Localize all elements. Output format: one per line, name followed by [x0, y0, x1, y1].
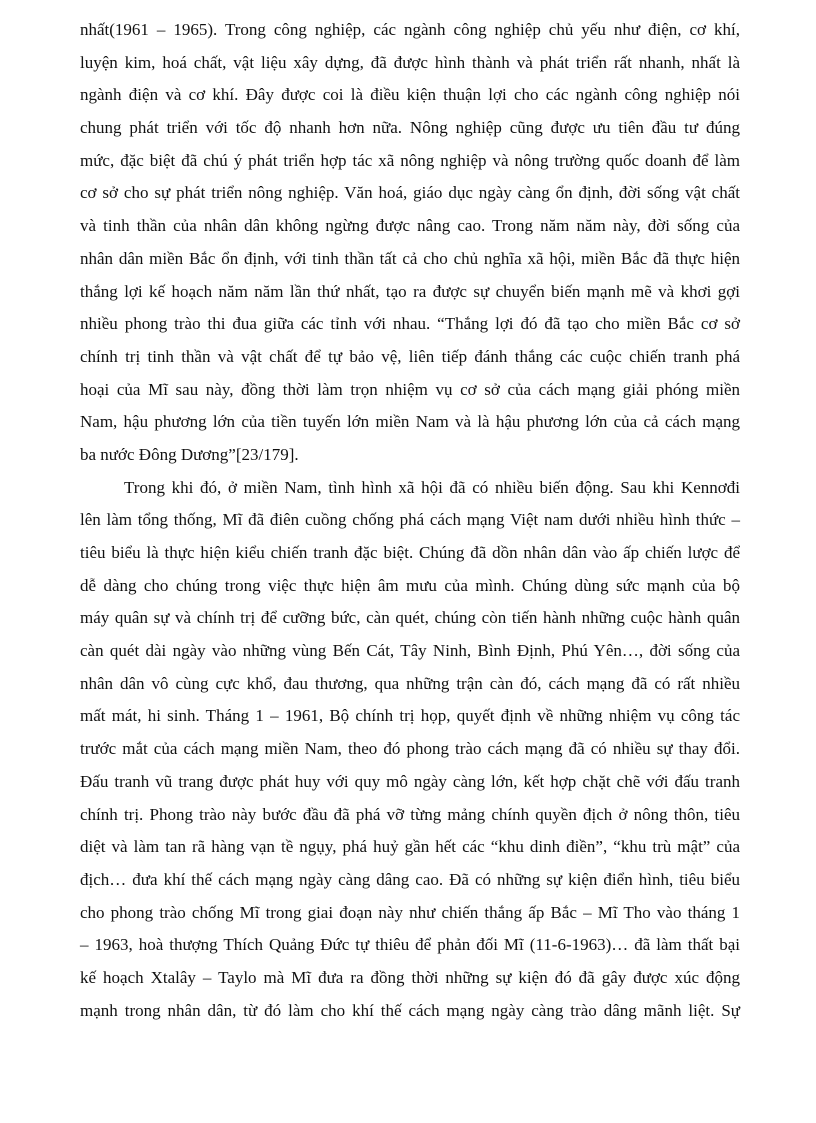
- text-line: ba nước Đông Dương”[23/179].: [80, 444, 299, 464]
- text-line: Đấu tranh vũ trang được phát huy với quy mô ngày càng lớn, kết hợp chặt chẽ với đấu tranh: [80, 771, 740, 791]
- text-line: nhân dân miền Bắc ổn định, với tinh thần tất cả cho chủ nghĩa xã hội, miền Bắc đã thực hiện: [80, 248, 740, 268]
- text-line: càn quét dài ngày vào những vùng Bến Cát, Tây Ninh, Bình Định, Phú Yên…, đời sống của: [80, 641, 740, 661]
- text-line: máy quân sự và chính trị để cưỡng bức, càn quét, chúng còn tiến hành những cuộc hành quân: [80, 608, 740, 628]
- text-line: địch… đưa khí thế cách mạng ngày càng dâng cao. Đã có những sự kiện điển hình, tiêu biểu: [80, 869, 740, 889]
- text-line: cơ sở cho sự phát triển nông nghiệp. Văn hoá, giáo dục ngày càng ổn định, đời sống vật chất: [80, 183, 740, 203]
- text-line: diệt và làm tan rã hàng vạn tề ngụy, phá huỷ gần hết các “khu dinh điền”, “khu trù mật” của: [80, 837, 740, 857]
- text-line: thắng lợi kế hoạch năm năm lần thứ nhất, tạo ra được sự chuyển biến mạnh mẽ và khơi gợi: [80, 281, 740, 301]
- text-line: ngành điện và cơ khí. Đây được coi là điều kiện thuận lợi cho các ngành công nghiệp nói: [80, 85, 740, 105]
- text-line: nhất(1961 – 1965). Trong công nghiệp, các ngành công nghiệp chủ yếu như điện, cơ khí,: [80, 20, 740, 39]
- paragraph: [80, 14, 740, 472]
- text-line: luyện kim, hoá chất, vật liệu xây dựng, đã được hình thành và phát triển rất nhanh, nhất là: [80, 52, 740, 72]
- document-body: [80, 14, 740, 1027]
- text-line: Trong khi đó, ở miền Nam, tình hình xã hội đã có nhiều biến động. Sau khi Kennơđi: [124, 477, 740, 497]
- text-line: hoại của Mĩ sau này, đồng thời làm trọn nhiệm vụ cơ sở của cách mạng giải phóng miền: [80, 379, 740, 399]
- text-line: nhiều phong trào thi đua giữa các tỉnh với nhau. “Thắng lợi đó đã tạo cho miền Bắc cơ sở: [80, 314, 740, 334]
- text-line: dễ dàng cho chúng trong việc thực hiện âm mưu của mình. Chúng dùng sức mạnh của bộ: [80, 575, 740, 595]
- text-line: – 1963, hoà thượng Thích Quảng Đức tự thiêu để phản đối Mĩ (11-6-1963)… đã làm thất bại: [80, 935, 740, 955]
- text-line: chính trị. Phong trào này bước đầu đã phá vỡ từng mảng chính quyền địch ở nông thôn, tiêu: [80, 804, 740, 824]
- text-line: kế hoạch Xtalây – Taylo mà Mĩ đưa ra đồng thời những sự kiện đó đã gây được xúc động: [80, 967, 740, 987]
- text-line: chung phát triển với tốc độ nhanh hơn nữa. Nông nghiệp cũng được ưu tiên đầu tư đúng: [80, 118, 740, 138]
- text-line: trước mắt của cách mạng miền Nam, theo đó phong trào cách mạng đã có nhiều sự thay đổi.: [80, 739, 740, 759]
- text-line: tiêu biểu là thực hiện kiểu chiến tranh đặc biệt. Chúng đã dồn nhân dân vào ấp chiến lược để: [80, 543, 740, 562]
- text-line: nhân dân vô cùng cực khổ, đau thương, qua những trận càn đó, cách mạng đã có rất nhiều: [80, 673, 740, 693]
- text-line: lên làm tổng thống, Mĩ đã điên cuồng chống phá cách mạng Việt nam dưới nhiều hình thức –: [80, 510, 740, 530]
- text-line: và tinh thần của nhân dân không ngừng được nâng cao. Trong năm năm này, đời sống của: [80, 216, 740, 236]
- paragraph: [80, 472, 740, 1028]
- text-line: chính trị tinh thần và vật chất để tự bảo vệ, liên tiếp đánh thắng các cuộc chiến tranh phá: [80, 346, 740, 366]
- text-line: mất mát, hi sinh. Tháng 1 – 1961, Bộ chính trị họp, quyết định về những nhiệm vụ công tác: [80, 706, 740, 726]
- text-line: mạnh trong nhân dân, từ đó làm cho khí thế cách mạng ngày càng trào dâng mãnh liệt. Sự: [80, 1000, 740, 1020]
- text-line: mức, đặc biệt đã chú ý phát triển hợp tác xã nông nghiệp và nông trường quốc doanh để làm: [80, 150, 740, 170]
- text-line: Nam, hậu phương lớn của tiền tuyến lớn miền Nam và là hậu phương lớn của cả cách mạng: [80, 412, 740, 432]
- text-line: cho phong trào chống Mĩ trong giai đoạn này như chiến thắng ấp Bắc – Mĩ Tho vào tháng 1: [80, 902, 740, 922]
